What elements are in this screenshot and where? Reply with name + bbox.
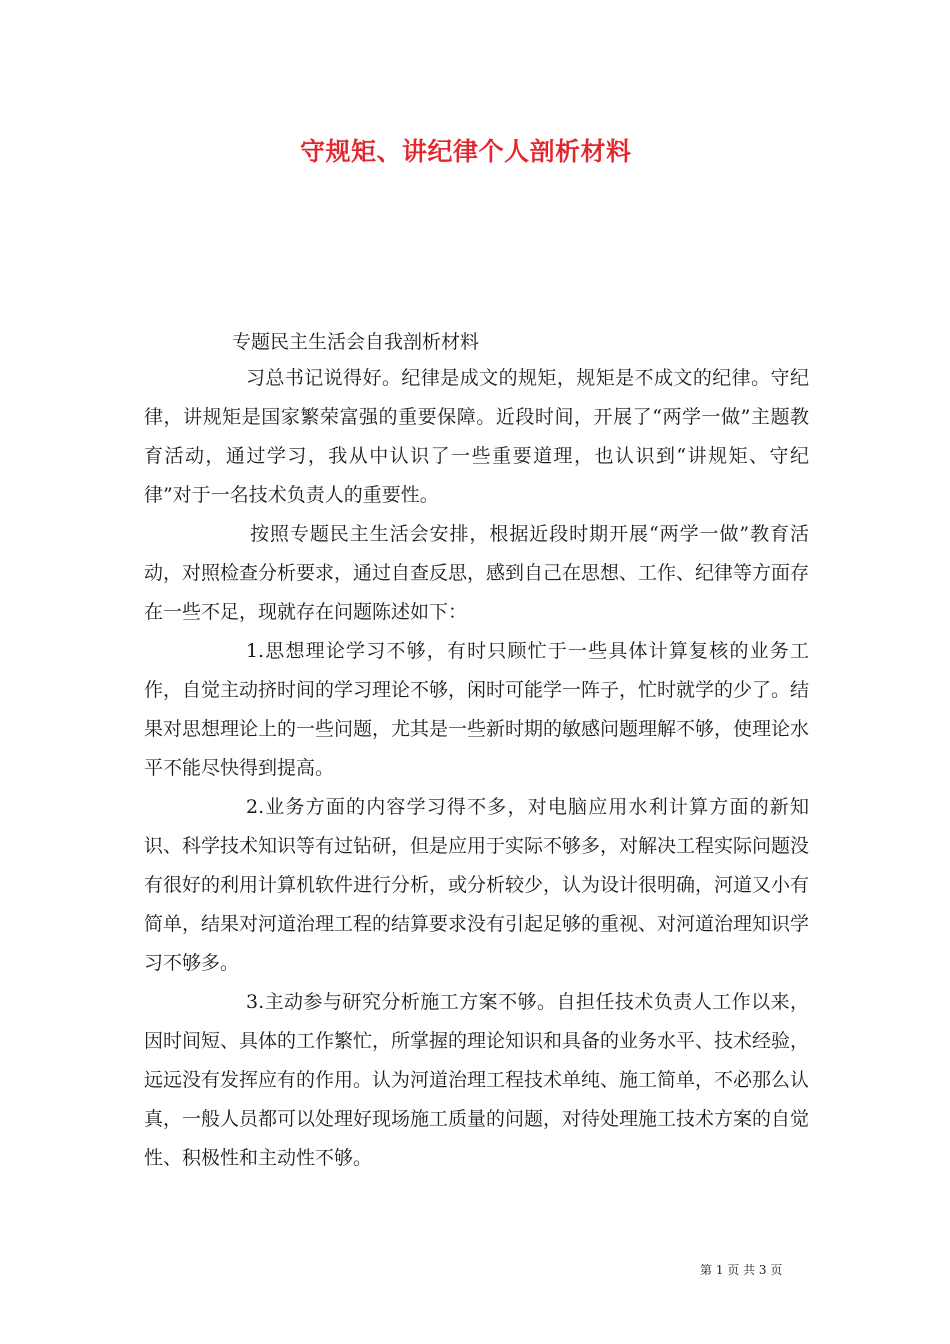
document-body [144,359,809,1178]
document-title: 守规矩、讲纪律个人剖析材料 [300,137,632,166]
body-paragraph-item-1: 1.思想理论学习不够，有时只顾忙于一些具体计算复核的业务工作，自觉主动挤时间的学习理论不够，闲时可能学一阵子，忙时就学的少了。结果对思想理论上的一些问题，尤其是一些新时期的敏感问题理解不够，使理论水平不能尽快得到提高。 [144,640,810,779]
body-paragraph-arrangement: 按照专题民主生活会安排，根据近段时期开展“两学一做”教育活动，对照检查分析要求，通过自查反思，感到自己在思想、工作、纪律等方面存在一些不足，现就存在问题陈述如下： [144,523,810,623]
body-paragraph-intro: 习总书记说得好。纪律是成文的规矩，规矩是不成文的纪律。守纪律，讲规矩是国家繁荣富强的重要保障。近段时间，开展了“两学一做”主题教育活动，通过学习，我从中认识了一些重要道理，也认识到“讲规矩、守纪律”对于一名技术负责人的重要性。 [144,367,809,506]
page-number-footer: 第 1 页 共 3 页 [700,1263,783,1277]
document-subtitle: 专题民主生活会自我剖析材料 [232,331,480,353]
body-paragraph-item-2: 2.业务方面的内容学习得不多，对电脑应用水利计算方面的新知识、科学技术知识等有过钻研，但是应用于实际不够多，对解决工程实际问题没有很好的利用计算机软件进行分析，或分析较少，认为设计很明确，河道又小有简单，结果对河道治理工程的结算要求没有引起足够的重视、对河道治理知识学习不够多。 [144,796,810,974]
body-paragraph-item-3: 3.主动参与研究分析施工方案不够。自担任技术负责人工作以来，因时间短、具体的工作繁忙，所掌握的理论知识和具备的业务水平、技术经验，远远没有发挥应有的作用。认为河道治理工程技术单纯、施工简单，不必那么认真，一般人员都可以处理好现场施工质量的问题，对待处理施工技术方案的自觉性、积极性和主动性不够。 [144,991,810,1169]
